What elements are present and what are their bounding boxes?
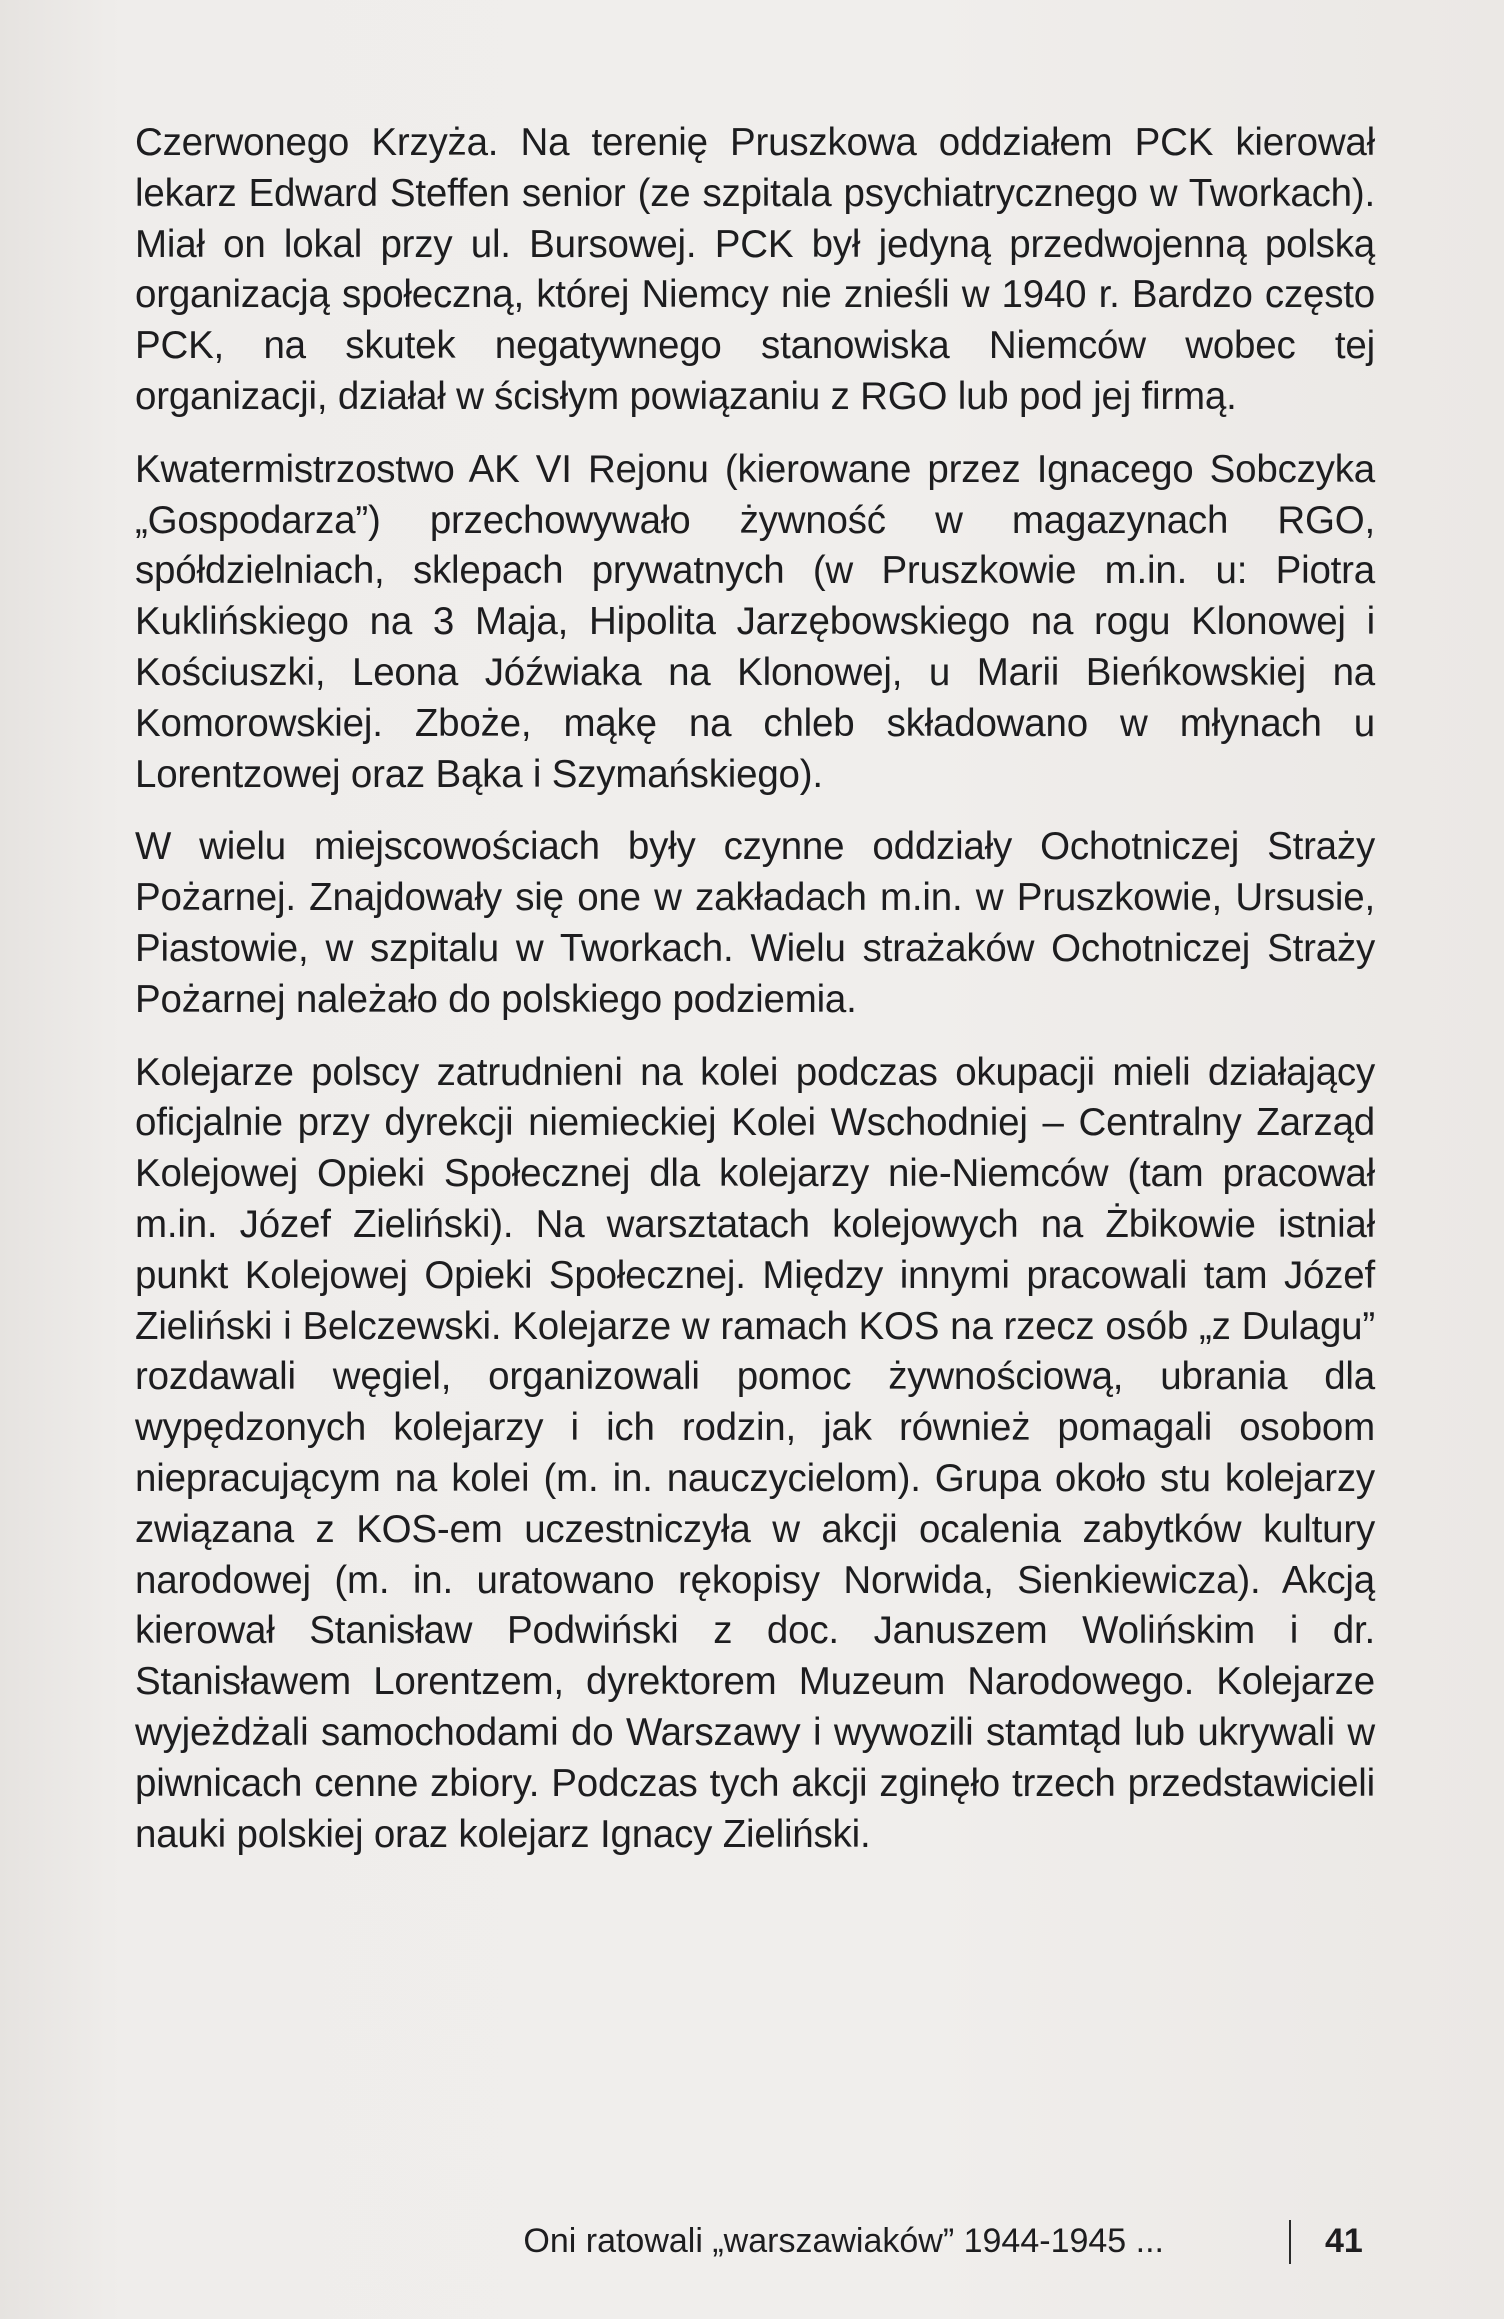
- footer-divider: [1289, 2220, 1291, 2264]
- body-text: [135, 118, 1375, 1860]
- paragraph-kwatermistrzostwo: Kwatermistrzostwo AK VI Rejonu (kierowane przez Ignacego Sobczyka „Gospodarza”) przechowywało żywność w magazynach RGO, spółdzielniach, sklepach prywatnych (w Pruszkowie m.in. u: Piotra Kuklińskiego na 3 Maja, Hipolita Jarzębowskiego na rogu Klonowej i Kościuszki, Leona Jóźwiaka na Klonowej, u Marii Bieńkowskiej na Komorowskiej. Zboże, mąkę na chleb składowano w młynach u Lorentzowej oraz Bąka i Szymańskiego).: [135, 447, 1375, 796]
- paragraph-pck: Czerwonego Krzyża. Na terenię Pruszkowa oddziałem PCK kierował lekarz Edward Steffen senior (ze szpitala psychiatrycznego w Tworkach). Miał on lokal przy ul. Bursowej. PCK był jedyną przedwojenną polską organizacją społeczną, której Niemcy nie znieśli w 1940 r. Bardzo często PCK, na skutek negatywnego stanowiska Niemców wobec tej organizacji, działał w ścisłym powiązaniu z RGO lub pod jej firmą.: [135, 121, 1375, 418]
- paragraph-straz-pozarna: W wielu miejscowościach były czynne oddziały Ochotniczej Straży Pożarnej. Znajdowały się one w zakładach m.in. w Pruszkowie, Ursusie, Piastowie, w szpitalu w Tworkach. Wielu strażaków Ochotniczej Straży Pożarnej należało do polskiego podziemia.: [135, 825, 1375, 1021]
- paragraph-kolejarze: Kolejarze polscy zatrudnieni na kolei podczas okupacji mieli działający oficjalnie przy dyrekcji niemieckiej Kolei Wschodniej – Centralny Zarząd Kolejowej Opieki Społecznej dla kolejarzy nie-Niemców (tam pracował m.in. Józef Zieliński). Na warsztatach kolejowych na Żbikowie istniał punkt Kolejowej Opieki Społecznej. Między innymi pracowali tam Józef Zieliński i Belczewski. Kolejarze w ramach KOS na rzecz osób „z Dulagu” rozdawali węgiel, organizowali pomoc żywnościową, ubrania dla wypędzonych kolejarzy i ich rodzin, jak również pomagali osobom niepracującym na kolei (m. in. nauczycielom). Grupa około stu kolejarzy związana z KOS-em uczestniczyła w akcji ocalenia zabytków kultury narodowej (m. in. uratowano rękopisy Norwida, Sienkiewicza). Akcją kierował Stanisław Podwiński z doc. Januszem Wolińskim i dr. Stanisławem Lorentzem, dyrektorem Muzeum Narodowego. Kolejarze wyjeżdżali samochodami do Warszawy i wywozili stamtąd lub ukrywali w piwnicach cenne zbiory. Podczas tych akcji zginęło trzech przedstawicieli nauki polskiej oraz kolejarz Ignacy Zieliński.: [135, 1050, 1375, 1856]
- running-title: Oni ratowali „warszawiaków” 1944-1945 ...: [523, 2222, 1164, 2260]
- page-number: 41: [1325, 2222, 1363, 2260]
- page-footer: [0, 2216, 1504, 2276]
